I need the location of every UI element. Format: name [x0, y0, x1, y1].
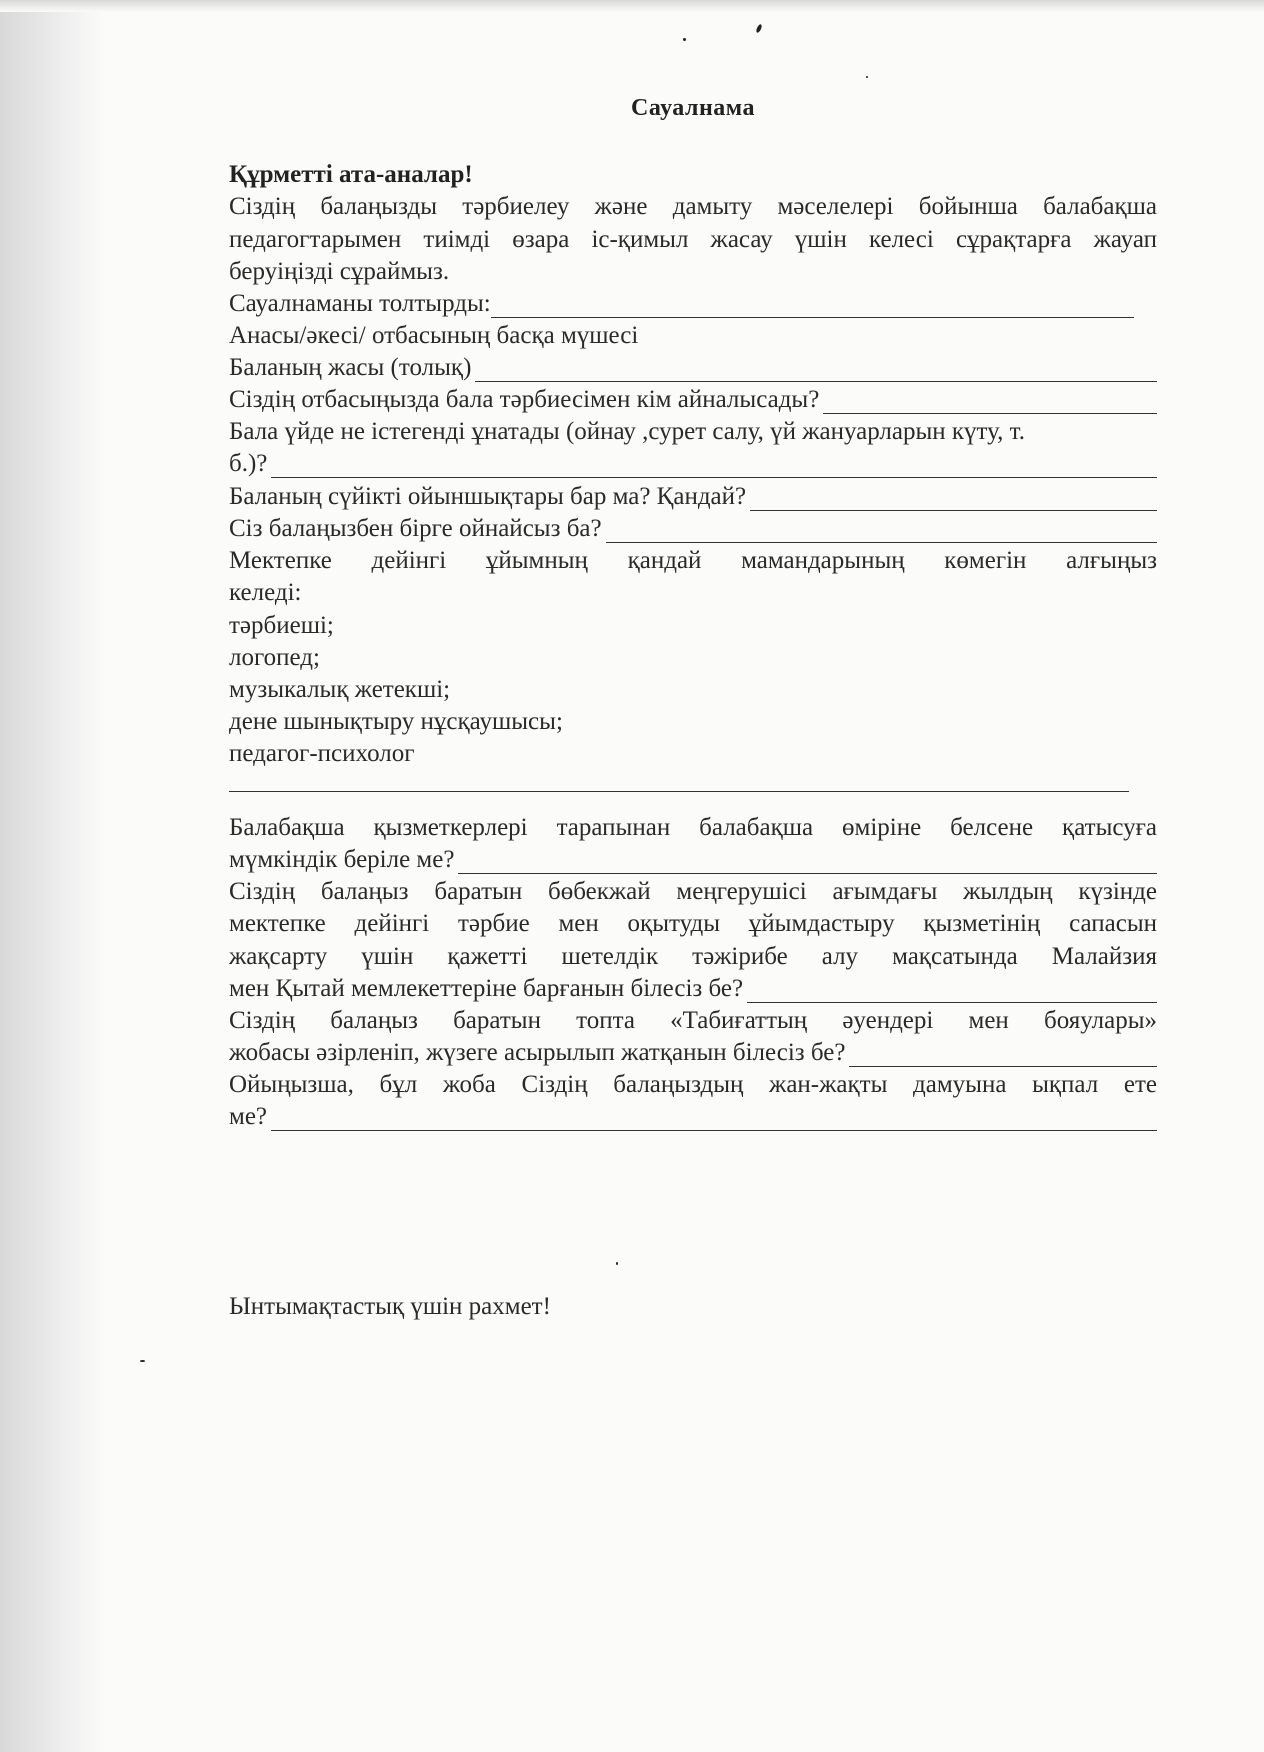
- likes-question-end: б.)?: [229, 450, 268, 477]
- scan-shadow-top: [0, 0, 1264, 12]
- intro-line: Сіздің балаңызды тәрбиелеу және дамыту мәселелері бойынша балабақша: [229, 193, 1157, 220]
- trip-question-end: мен Қытай мемлекеттеріне барғанын білесіз бе?: [229, 975, 744, 1002]
- ink-speck: [616, 1262, 618, 1265]
- participation-question-line: Балабақша қызметкерлері тарапынан балабақша өміріне белсене қатысуға: [229, 814, 1157, 841]
- toys-answer-line[interactable]: [750, 490, 1157, 511]
- toys-row: [229, 482, 1157, 511]
- specialist-option: педагог-психолог: [229, 740, 415, 767]
- child-age-answer-line[interactable]: [475, 361, 1157, 382]
- trip-question-line: мектепке дейінгі тәрбие мен оқытуды ұйымдастыру қызметінің сапасын: [229, 910, 1157, 937]
- project-answer-line[interactable]: [849, 1046, 1157, 1067]
- who-raises-answer-line[interactable]: [823, 393, 1157, 414]
- ink-speck: [755, 24, 762, 34]
- impact-row: [229, 1102, 1157, 1131]
- who-raises-question: Сіздің отбасыңызда бала тәрбиесімен кім айналысады?: [229, 386, 820, 413]
- filled-by-answer-line[interactable]: [491, 297, 1134, 318]
- specialists-question-line: келеді:: [229, 579, 302, 606]
- filled-by-options: Анасы/әкесі/ отбасының басқа мүшесі: [229, 322, 639, 349]
- project-row: [229, 1038, 1157, 1067]
- impact-question-line: Ойыңызша, бұл жоба Сіздің балаңыздың жан-жақты дамуына ықпал ете: [229, 1071, 1157, 1098]
- participation-row: [229, 845, 1157, 874]
- specialists-answer-line[interactable]: [229, 791, 1129, 792]
- trip-question-line: Сіздің балаңыз баратын бөбекжай меңгерушісі ағымдағы жылдың күзінде: [229, 878, 1157, 905]
- specialist-option: дене шынықтыру нұсқаушысы;: [229, 708, 563, 735]
- ink-speck: [140, 1360, 145, 1362]
- trip-answer-line[interactable]: [747, 982, 1157, 1003]
- greeting: Құрметті ата-аналар!: [229, 161, 473, 188]
- play-together-answer-line[interactable]: [606, 522, 1157, 543]
- filled-by-row: [229, 289, 1134, 318]
- likes-answer-line[interactable]: [271, 457, 1157, 478]
- document-title: Сауалнама: [631, 95, 755, 121]
- participation-answer-line[interactable]: [458, 853, 1157, 874]
- specialist-option: логопед;: [229, 644, 320, 671]
- play-together-question: Сіз балаңызбен бірге ойнайсыз ба?: [229, 515, 602, 542]
- impact-answer-line[interactable]: [271, 1110, 1157, 1131]
- child-age-label: Баланың жасы (толық): [229, 354, 472, 381]
- thanks-note: Ынтымақтастық үшін рахмет!: [229, 1293, 551, 1320]
- intro-line: педагогтарымен тиімді өзара іс-қимыл жасау үшін келесі сұрақтарға жауап: [229, 226, 1157, 253]
- likes-question-line: Бала үйде не істегенді ұнатады (ойнау ,сурет салу, үй жануарларын күту, т.: [229, 418, 1025, 445]
- who-raises-row: [229, 385, 1157, 414]
- specialist-option: тәрбиеші;: [229, 612, 334, 639]
- specialist-option: музыкалық жетекші;: [229, 676, 451, 703]
- project-question-line: Сіздің балаңыз баратын топта «Табиғаттың әуендері мен бояулары»: [229, 1007, 1157, 1034]
- trip-row: [229, 974, 1157, 1003]
- ink-speck: [683, 38, 686, 41]
- ink-speck: [866, 76, 868, 78]
- toys-question: Баланың сүйікті ойыншықтары бар ма? Қандай?: [229, 483, 747, 510]
- impact-question-end: ме?: [229, 1103, 268, 1130]
- filled-by-label: Сауалнаманы толтырды:: [229, 290, 491, 317]
- project-question-end: жобасы әзірленіп, жүзеге асырылып жатқанын білесіз бе?: [229, 1039, 846, 1066]
- likes-row: [229, 449, 1157, 478]
- specialists-question-line: Мектепке дейінгі ұйымның қандай мамандарының көмегін алғыңыз: [229, 547, 1157, 574]
- intro-line: беруіңізді сұраймыз.: [229, 258, 450, 285]
- scan-shadow-left: [0, 0, 104, 1752]
- child-age-row: [229, 353, 1157, 382]
- trip-question-line: жақсарту үшін қажетті шетелдік тәжірибе алу мақсатында Малайзия: [229, 943, 1157, 970]
- participation-question-end: мүмкіндік беріле ме?: [229, 846, 455, 873]
- play-together-row: [229, 514, 1157, 543]
